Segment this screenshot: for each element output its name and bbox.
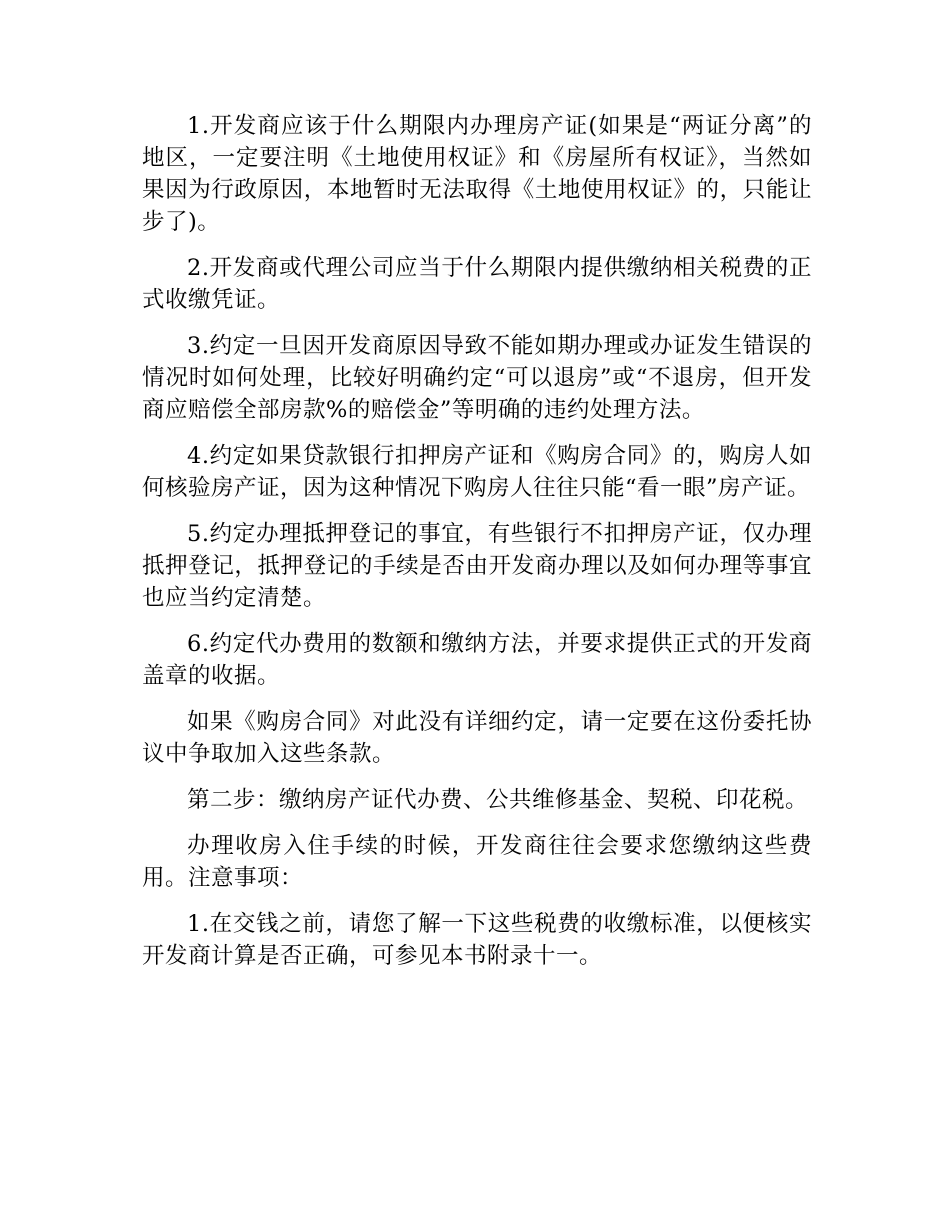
- paragraph-item-6: 6.约定代办费用的数额和缴纳方法，并要求提供正式的开发商盖章的收据。: [142, 631, 812, 689]
- paragraph-item-3: 3.约定一旦因开发商原因导致不能如期办理或办证发生错误的情况时如何处理，比较好明确约定“可以退房”或“不退房，但开发商应赔偿全部房款%的赔偿金”等明确的违约处理方法。: [142, 333, 812, 423]
- paragraph-item-4: 4.约定如果贷款银行扣押房产证和《购房合同》的，购房人如何核验房产证，因为这种情况下购房人往往只能“看一眼”房产证。: [142, 443, 812, 501]
- paragraph-intro: 办理收房入住手续的时候，开发商往往会要求您缴纳这些费用。注意事项：: [142, 833, 812, 891]
- paragraph-item-1: 1.开发商应该于什么期限内办理房产证(如果是“两证分离”的地区，一定要注明《土地使用权证》和《房屋所有权证》，当然如果因为行政原因，本地暂时无法取得《土地使用权证》的，只能让步了)。: [142, 113, 812, 235]
- paragraph-item-1b: 1.在交钱之前，请您了解一下这些税费的收缴标准，以便核实开发商计算是否正确，可参见本书附录十一。: [142, 911, 812, 969]
- step-two-heading: 第二步：缴纳房产证代办费、公共维修基金、契税、印花税。: [187, 787, 809, 813]
- paragraph-item-2: 2.开发商或代理公司应当于什么期限内提供缴纳相关税费的正式收缴凭证。: [142, 255, 812, 313]
- paragraph-note: 如果《购房合同》对此没有详细约定，请一定要在这份委托协议中争取加入这些条款。: [142, 709, 812, 767]
- document-body: [142, 110, 812, 986]
- paragraph-item-5: 5.约定办理抵押登记的事宜，有些银行不扣押房产证，仅办理抵押登记，抵押登记的手续是否由开发商办理以及如何办理等事宜也应当约定清楚。: [142, 521, 812, 611]
